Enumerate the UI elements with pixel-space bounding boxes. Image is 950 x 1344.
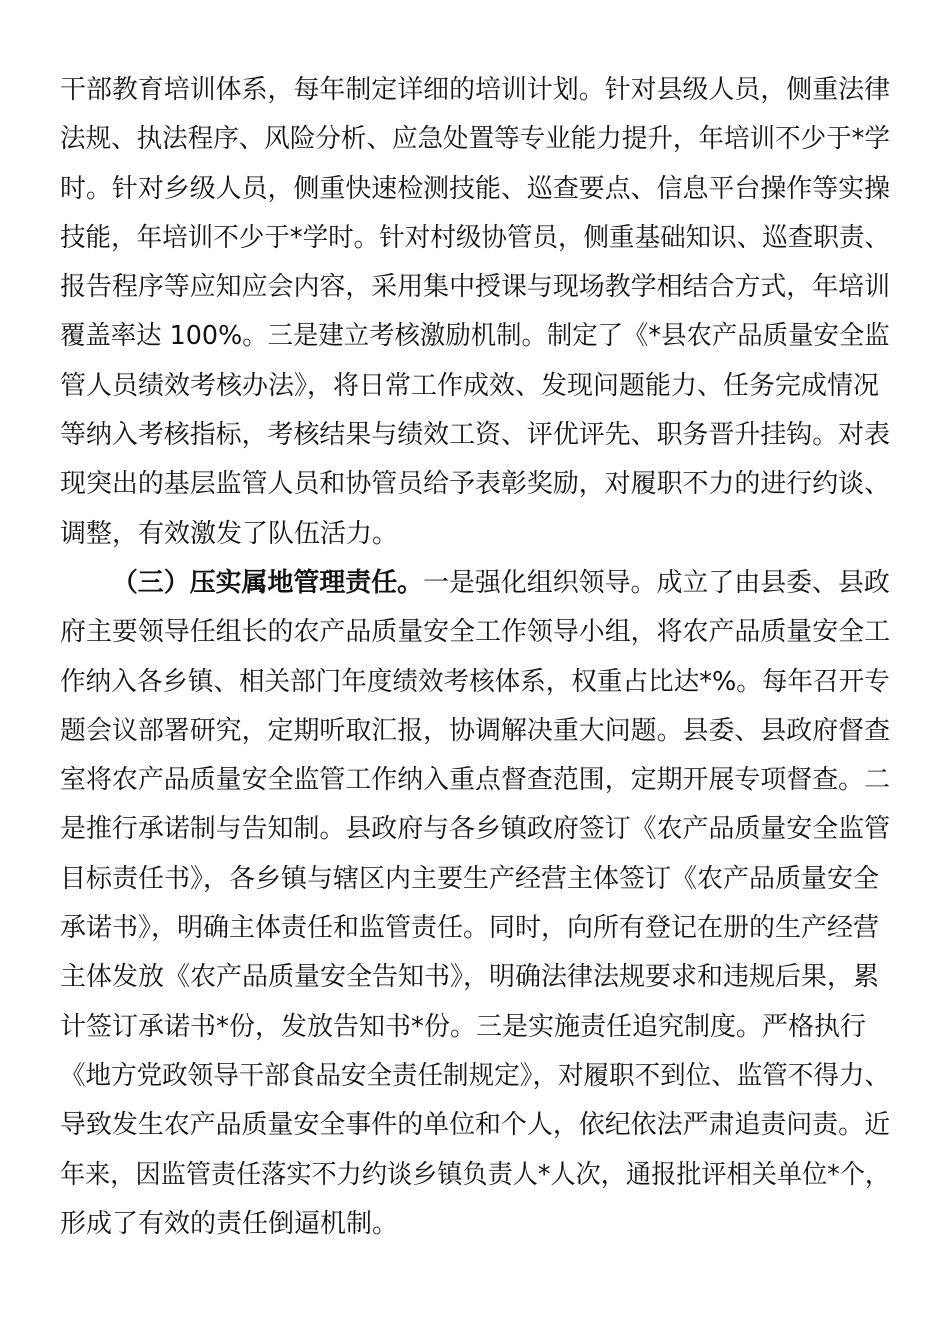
text-line: 室将农产品质量安全监管工作纳入重点督查范围，定期开展专项督查。二 xyxy=(60,765,891,796)
text-line: 题会议部署研究，定期听取汇报，协调解决重大问题。县委、县政府督查 xyxy=(60,715,891,746)
text-line: 形成了有效的责任倒逼机制。 xyxy=(60,1208,399,1239)
text-line: 时。针对乡级人员，侧重快速检测技能、巡查要点、信息平台操作等实操 xyxy=(60,173,891,204)
text-line: 管人员绩效考核办法》，将日常工作成效、发现问题能力、任务完成情况 xyxy=(60,370,880,401)
text-line: 干部教育培训体系，每年制定详细的培训计划。针对县级人员，侧重法律 xyxy=(60,75,891,105)
text-line: 承诺书》，明确主体责任和监管责任。同时，向所有登记在册的生产经营 xyxy=(60,913,880,944)
text-line: 主体发放《农产品质量安全告知书》，明确法律法规要求和违规后果，累 xyxy=(60,962,880,993)
text-line: 目标责任书》，各乡镇与辖区内主要生产经营主体签订《农产品质量安全 xyxy=(60,863,880,894)
section-heading: （三）压实属地管理责任。 xyxy=(111,567,424,598)
text-line: 是推行承诺制与告知制。县政府与各乡镇政府签订《农产品质量安全监管 xyxy=(60,814,891,845)
text-line: 报告程序等应知应会内容，采用集中授课与现场教学相结合方式，年培训 xyxy=(60,272,891,303)
section-heading-line xyxy=(60,559,888,608)
text-line: 年来，因监管责任落实不力约谈乡镇负责人*人次，通报批评相关单位*个， xyxy=(60,1159,891,1190)
text-line: 法规、执法程序、风险分析、应急处置等专业能力提升，年培训不少于*学 xyxy=(60,124,890,155)
text-line: 作纳入各乡镇、相关部门年度绩效考核体系，权重占比达*%。每年召开专 xyxy=(60,666,890,697)
text-line: 府主要领导任组长的农产品质量安全工作领导小组，将农产品质量安全工 xyxy=(60,617,891,648)
section-heading-rest: 一是强化组织领导。成立了由县委、县政 xyxy=(423,567,890,598)
text-line: 现突出的基层监管人员和协管员给予表彰奖励，对履职不力的进行约谈、 xyxy=(60,469,891,500)
body-text xyxy=(60,66,890,1249)
text-line: 调整，有效激发了队伍活力。 xyxy=(60,518,399,549)
text-line: 覆盖率达 100%。三是建立考核激励机制。制定了《*县农产品质量安全监 xyxy=(60,321,890,352)
text-line: 《地方党政领导干部食品安全责任制规定》，对履职不到位、监管不得力、 xyxy=(60,1060,890,1091)
text-line: 计签订承诺书*份，发放告知书*份。三是实施责任追究制度。严格执行 xyxy=(60,1011,867,1042)
text-line: 导致发生农产品质量安全事件的单位和个人，依纪依法严肃追责问责。近 xyxy=(60,1110,891,1141)
text-line: 技能，年培训不少于*学时。针对村级协管员，侧重基础知识、巡查职责、 xyxy=(60,222,890,253)
text-line: 等纳入考核指标，考核结果与绩效工资、评优评先、职务晋升挂钩。对表 xyxy=(60,420,891,451)
